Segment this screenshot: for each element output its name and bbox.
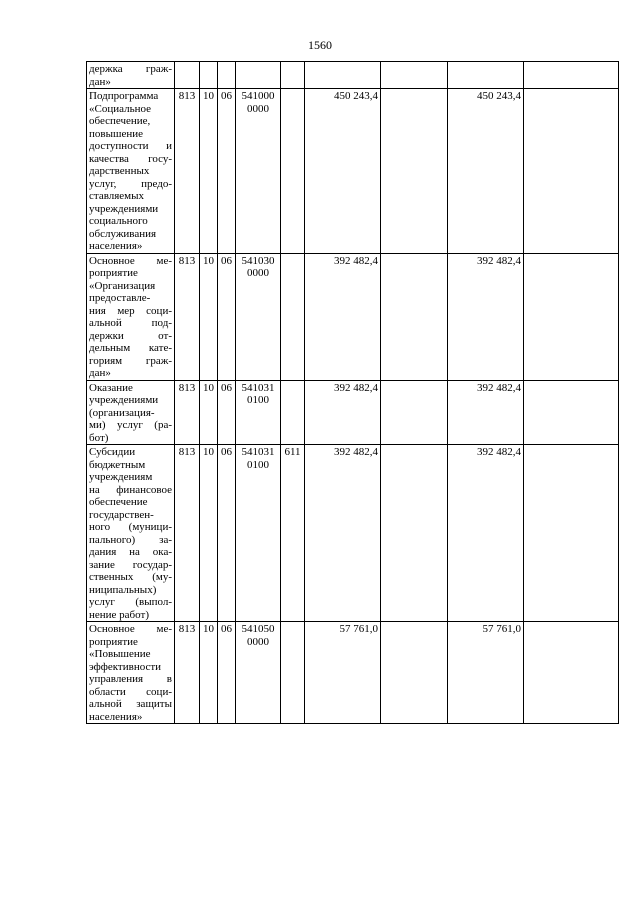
section-code-cell xyxy=(200,62,218,89)
table-body xyxy=(87,62,619,724)
row-name-line: «Организация xyxy=(89,279,156,292)
section-code-cell: 10 xyxy=(200,380,218,445)
row-name-line: бот) xyxy=(89,431,109,444)
amount-cell-2 xyxy=(381,622,448,724)
table-row xyxy=(87,445,619,622)
row-name-line: дарственных xyxy=(89,165,150,177)
amount-cell-2 xyxy=(381,62,448,89)
target-article-top: 541031 xyxy=(241,446,275,458)
section-code-cell: 10 xyxy=(200,89,218,254)
subsection-code-cell: 06 xyxy=(218,89,236,254)
row-name-line: дания на ока- xyxy=(89,546,172,558)
amount-cell-4 xyxy=(524,62,619,89)
row-name-line: зание государ- xyxy=(89,558,172,571)
row-name-line: ного (муници- xyxy=(89,521,172,533)
target-article-top: 541031 xyxy=(241,381,275,394)
amount-cell-3: 57 761,0 xyxy=(448,622,524,724)
amount-cell-3: 392 482,4 xyxy=(448,380,524,445)
section-code-cell: 10 xyxy=(200,622,218,724)
subsection-code-cell xyxy=(218,62,236,89)
amount-cell-3: 450 243,4 xyxy=(448,89,524,254)
expense-type-cell xyxy=(281,622,305,724)
amount-cell-4 xyxy=(524,622,619,724)
amount-cell-1: 450 243,4 xyxy=(305,89,381,254)
target-article-bottom: 0100 xyxy=(247,458,269,471)
page-number: 1560 xyxy=(308,38,332,52)
amount-cell-2 xyxy=(381,380,448,445)
row-name-line: держки от- xyxy=(89,329,172,342)
row-name-line: гориям граж- xyxy=(89,354,172,367)
target-article-cell xyxy=(236,622,281,724)
subsection-code-cell: 06 xyxy=(218,445,236,622)
budget-table xyxy=(86,61,619,724)
row-name-line: «Повышение xyxy=(89,648,151,660)
amount-cell-4 xyxy=(524,445,619,622)
expense-type-cell xyxy=(281,89,305,254)
amount-cell-2 xyxy=(381,89,448,254)
row-name-line: альной под- xyxy=(89,317,172,329)
row-name-line: качества госу- xyxy=(89,152,172,165)
amount-cell-4 xyxy=(524,380,619,445)
row-name-line: бюджетным xyxy=(89,458,146,471)
row-name-line: нение работ) xyxy=(89,608,149,621)
expense-type-cell xyxy=(281,62,305,89)
target-article-cell xyxy=(236,62,281,89)
row-name-line: государствен- xyxy=(89,508,154,521)
row-name-line: ми) услуг (ра- xyxy=(89,419,172,431)
ministry-code-cell: 813 xyxy=(175,89,200,254)
row-name-line: (организация- xyxy=(89,406,155,419)
row-name-line: повышение xyxy=(89,127,143,140)
row-name-line: учреждениями xyxy=(89,202,159,215)
subsection-code-cell: 06 xyxy=(218,253,236,380)
row-name-line: дельным кате- xyxy=(89,342,172,354)
row-name-line: дан» xyxy=(89,367,111,379)
row-name-line: социального xyxy=(89,215,148,227)
amount-cell-2 xyxy=(381,253,448,380)
amount-cell-1: 392 482,4 xyxy=(305,253,381,380)
target-article-bottom: 0100 xyxy=(247,394,269,406)
subsection-code-cell: 06 xyxy=(218,380,236,445)
section-code-cell: 10 xyxy=(200,445,218,622)
amount-cell-1: 392 482,4 xyxy=(305,445,381,622)
row-name-cell xyxy=(87,62,175,89)
table-row xyxy=(87,622,619,724)
row-name-line: роприятие xyxy=(89,635,138,648)
ministry-code-cell xyxy=(175,62,200,89)
target-article-cell xyxy=(236,253,281,380)
expense-type-cell xyxy=(281,380,305,445)
amount-cell-3: 392 482,4 xyxy=(448,445,524,622)
ministry-code-cell: 813 xyxy=(175,622,200,724)
ministry-code-cell: 813 xyxy=(175,253,200,380)
target-article-cell xyxy=(236,445,281,622)
row-name-line: области соци- xyxy=(89,685,172,698)
target-article-top: 541000 xyxy=(241,90,275,102)
row-name-line: учреждениям xyxy=(89,471,153,483)
row-name-line: доступности и xyxy=(89,140,172,152)
ministry-code-cell: 813 xyxy=(175,445,200,622)
row-name-line: ственных (му- xyxy=(89,571,172,583)
section-code-cell: 10 xyxy=(200,253,218,380)
target-article-cell xyxy=(236,380,281,445)
row-name-line: на финансовое xyxy=(89,483,172,496)
target-article-bottom: 0000 xyxy=(247,635,269,648)
row-name-line: предоставле- xyxy=(89,292,151,304)
row-name-line: «Социальное xyxy=(89,102,151,115)
amount-cell-1: 57 761,0 xyxy=(305,622,381,724)
row-name-line: ставляемых xyxy=(89,190,145,202)
row-name-line: учреждениями xyxy=(89,394,159,406)
target-article-top: 541030 xyxy=(241,254,275,267)
subsection-code-cell: 06 xyxy=(218,622,236,724)
row-name-line: ниципальных) xyxy=(89,583,157,596)
expense-type-cell: 611 xyxy=(281,445,305,622)
row-name-line: населения» xyxy=(89,240,143,252)
row-name-line: ния мер соци- xyxy=(89,304,172,317)
amount-cell-1 xyxy=(305,62,381,89)
row-name-line: населения» xyxy=(89,710,143,723)
row-name-line: Субсидии xyxy=(89,446,136,458)
row-name-cell xyxy=(87,622,175,724)
table-row xyxy=(87,89,619,254)
row-name-line: управления в xyxy=(89,673,172,685)
amount-cell-1: 392 482,4 xyxy=(305,380,381,445)
row-name-line: обеспечение xyxy=(89,496,148,508)
row-name-line: услуг (выпол- xyxy=(89,596,172,608)
row-name-cell xyxy=(87,380,175,445)
row-name-line: Подпрограмма xyxy=(89,90,159,102)
row-name-cell xyxy=(87,89,175,254)
amount-cell-3 xyxy=(448,62,524,89)
row-name-line: альной защиты xyxy=(89,698,172,710)
row-name-cell xyxy=(87,445,175,622)
amount-cell-4 xyxy=(524,89,619,254)
row-name-line: дан» xyxy=(89,75,111,88)
target-article-top: 541050 xyxy=(241,623,275,635)
ministry-code-cell: 813 xyxy=(175,380,200,445)
amount-cell-2 xyxy=(381,445,448,622)
amount-cell-4 xyxy=(524,253,619,380)
row-name-line: держка граж- xyxy=(89,63,172,75)
table-row xyxy=(87,253,619,380)
row-name-line: роприятие xyxy=(89,267,138,279)
expense-type-cell xyxy=(281,253,305,380)
target-article-cell xyxy=(236,89,281,254)
table-row xyxy=(87,380,619,445)
row-name-line: пального) за- xyxy=(89,533,172,546)
amount-cell-3: 392 482,4 xyxy=(448,253,524,380)
target-article-bottom: 0000 xyxy=(247,102,269,115)
row-name-line: эффективности xyxy=(89,660,162,673)
table-row xyxy=(87,62,619,89)
row-name-line: Оказание xyxy=(89,381,133,394)
row-name-line: обеспечение, xyxy=(89,115,151,127)
row-name-cell xyxy=(87,253,175,380)
row-name-line: услуг, предо- xyxy=(89,177,172,190)
target-article-bottom: 0000 xyxy=(247,267,269,279)
row-name-line: Основное ме- xyxy=(89,623,172,635)
row-name-line: обслуживания xyxy=(89,227,157,240)
row-name-line: Основное ме- xyxy=(89,254,172,267)
